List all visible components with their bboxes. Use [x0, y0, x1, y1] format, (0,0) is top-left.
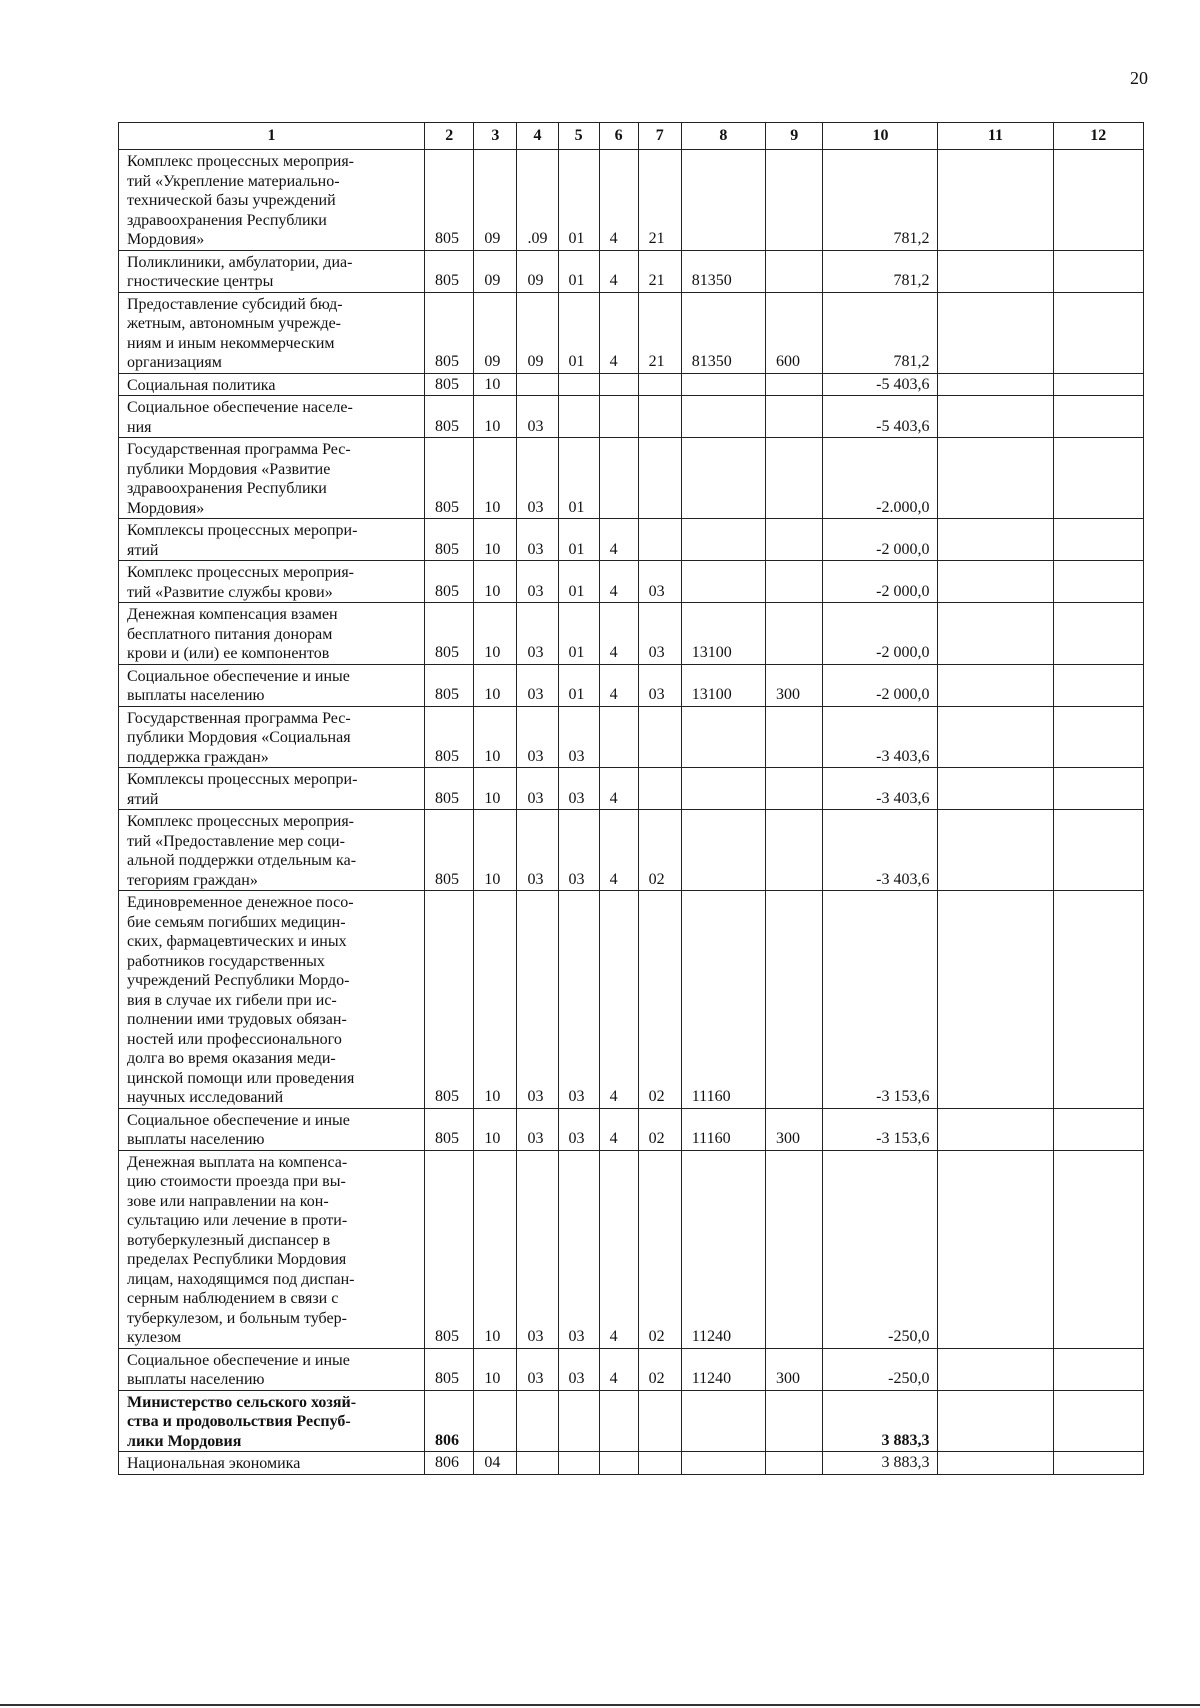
expense-type-cell	[765, 373, 823, 396]
amount-cell: 3 883,3	[823, 1452, 938, 1475]
section-cell: 04	[474, 1452, 517, 1475]
subprogram-cell: 4	[599, 1150, 638, 1348]
table-row	[119, 438, 1144, 519]
subprogram-cell	[599, 373, 638, 396]
subsection-cell: 03	[517, 768, 558, 810]
ministry-code-cell: 805	[425, 706, 474, 768]
subsection-cell: 03	[517, 891, 558, 1109]
expense-type-cell	[765, 810, 823, 891]
column-header-6: 6	[599, 123, 638, 150]
col-11-cell	[938, 810, 1053, 891]
row-name-cell: Комплекс процессных мероприя- тий «Развитие службы крови»	[119, 561, 425, 603]
subsection-cell: 03	[517, 603, 558, 665]
section-cell: 09	[474, 292, 517, 373]
direction-cell	[681, 1452, 765, 1475]
col-12-cell	[1053, 373, 1144, 396]
direction-cell	[681, 768, 765, 810]
row-name-cell: Денежная выплата на компенса- цию стоимости проезда при вы- зове или направлении на кон- сультацию или лечение в проти- вотуберкулезный диспансер в пределах Республики Мордовия лицам, находящимся под диспан- серным наблюдением в связи с туберкулезом, и больным тубер- кулезом	[119, 1150, 425, 1348]
col-12-cell	[1053, 561, 1144, 603]
program-cell	[558, 396, 599, 438]
amount-cell: -250,0	[823, 1348, 938, 1390]
direction-cell: 11160	[681, 891, 765, 1109]
complex-cell	[638, 373, 681, 396]
complex-cell	[638, 706, 681, 768]
complex-cell	[638, 396, 681, 438]
table-row	[119, 292, 1144, 373]
complex-cell: 03	[638, 664, 681, 706]
complex-cell	[638, 438, 681, 519]
section-cell: 10	[474, 438, 517, 519]
subsection-cell	[517, 1390, 558, 1452]
subprogram-cell	[599, 706, 638, 768]
row-name-cell: Социальное обеспечение и иные выплаты населению	[119, 664, 425, 706]
col-12-cell	[1053, 519, 1144, 561]
col-12-cell	[1053, 706, 1144, 768]
row-name-cell: Комплекс процессных мероприя- тий «Предоставление мер соци- альной поддержки отдельным ка- тегориям граждан»	[119, 810, 425, 891]
subsection-cell: 09	[517, 292, 558, 373]
program-cell: 03	[558, 768, 599, 810]
col-11-cell	[938, 664, 1053, 706]
table-row	[119, 603, 1144, 665]
ministry-code-cell: 805	[425, 810, 474, 891]
column-header-8: 8	[681, 123, 765, 150]
amount-cell: -2 000,0	[823, 519, 938, 561]
table-row	[119, 891, 1144, 1109]
ministry-code-cell: 805	[425, 561, 474, 603]
row-name-cell: Поликлиники, амбулатории, диа- гностические центры	[119, 250, 425, 292]
program-cell: 03	[558, 1150, 599, 1348]
ministry-code-cell: 805	[425, 373, 474, 396]
budget-table	[118, 122, 1144, 1475]
amount-cell: -2 000,0	[823, 664, 938, 706]
subprogram-cell: 4	[599, 250, 638, 292]
section-cell: 10	[474, 603, 517, 665]
subsection-cell: 03	[517, 706, 558, 768]
direction-cell	[681, 561, 765, 603]
scan-bottom-border	[0, 1704, 1200, 1706]
section-cell: 09	[474, 250, 517, 292]
program-cell: 01	[558, 438, 599, 519]
table-row	[119, 810, 1144, 891]
subprogram-cell: 4	[599, 664, 638, 706]
ministry-code-cell: 805	[425, 292, 474, 373]
col-11-cell	[938, 891, 1053, 1109]
complex-cell: 02	[638, 1150, 681, 1348]
amount-cell: 781,2	[823, 292, 938, 373]
col-11-cell	[938, 1108, 1053, 1150]
col-12-cell	[1053, 1452, 1144, 1475]
amount-cell: 781,2	[823, 250, 938, 292]
complex-cell: 02	[638, 1108, 681, 1150]
complex-cell: 21	[638, 292, 681, 373]
row-name-cell: Государственная программа Рес- публики Мордовия «Развитие здравоохранения Республики Мордовия»	[119, 438, 425, 519]
expense-type-cell: 300	[765, 1108, 823, 1150]
subprogram-cell: 4	[599, 1108, 638, 1150]
col-12-cell	[1053, 768, 1144, 810]
program-cell	[558, 1390, 599, 1452]
column-header-10: 10	[823, 123, 938, 150]
program-cell	[558, 373, 599, 396]
amount-cell: -3 403,6	[823, 706, 938, 768]
direction-cell: 81350	[681, 292, 765, 373]
section-cell	[474, 1390, 517, 1452]
expense-type-cell	[765, 519, 823, 561]
col-12-cell	[1053, 603, 1144, 665]
section-cell: 10	[474, 396, 517, 438]
amount-cell: -250,0	[823, 1150, 938, 1348]
column-header-11: 11	[938, 123, 1053, 150]
table-row	[119, 1348, 1144, 1390]
amount-cell: -3 153,6	[823, 1108, 938, 1150]
subsection-cell: 03	[517, 561, 558, 603]
section-cell: 10	[474, 1150, 517, 1348]
table-row	[119, 1108, 1144, 1150]
direction-cell	[681, 519, 765, 561]
amount-cell: -5 403,6	[823, 396, 938, 438]
subprogram-cell: 4	[599, 519, 638, 561]
amount-cell: 3 883,3	[823, 1390, 938, 1452]
section-cell: 10	[474, 1348, 517, 1390]
expense-type-cell: 600	[765, 292, 823, 373]
ministry-code-cell: 805	[425, 664, 474, 706]
col-11-cell	[938, 150, 1053, 251]
subsection-cell: 03	[517, 438, 558, 519]
direction-cell: 11240	[681, 1348, 765, 1390]
ministry-code-cell: 806	[425, 1452, 474, 1475]
col-12-cell	[1053, 1108, 1144, 1150]
column-header-7: 7	[638, 123, 681, 150]
section-cell: 10	[474, 561, 517, 603]
direction-cell	[681, 396, 765, 438]
column-header-4: 4	[517, 123, 558, 150]
ministry-code-cell: 806	[425, 1390, 474, 1452]
expense-type-cell	[765, 1390, 823, 1452]
amount-cell: -2.000,0	[823, 438, 938, 519]
row-name-cell: Социальная политика	[119, 373, 425, 396]
direction-cell	[681, 706, 765, 768]
expense-type-cell: 300	[765, 1348, 823, 1390]
program-cell: 01	[558, 292, 599, 373]
header-row	[119, 123, 1144, 150]
complex-cell: 02	[638, 1348, 681, 1390]
column-header-1: 1	[119, 123, 425, 150]
program-cell: 03	[558, 810, 599, 891]
ministry-code-cell: 805	[425, 438, 474, 519]
direction-cell	[681, 810, 765, 891]
subsection-cell: 03	[517, 810, 558, 891]
table-body	[119, 150, 1144, 1475]
table-row	[119, 664, 1144, 706]
program-cell: 03	[558, 891, 599, 1109]
ministry-code-cell: 805	[425, 519, 474, 561]
section-cell: 10	[474, 768, 517, 810]
subsection-cell: .09	[517, 150, 558, 251]
column-header-5: 5	[558, 123, 599, 150]
column-header-2: 2	[425, 123, 474, 150]
column-header-3: 3	[474, 123, 517, 150]
subsection-cell: 03	[517, 1150, 558, 1348]
expense-type-cell	[765, 438, 823, 519]
col-11-cell	[938, 250, 1053, 292]
section-cell: 10	[474, 519, 517, 561]
table-row	[119, 373, 1144, 396]
expense-type-cell	[765, 768, 823, 810]
row-name-cell: Единовременное денежное посо- бие семьям погибших медицин- ских, фармацевтических и иных работников государственных учреждений Республики Мордо- вия в случае их гибели при ис- полнении ими трудовых обязан- ностей или профессионального долга во время оказания меди- цинской помощи или проведения научных исследований	[119, 891, 425, 1109]
subprogram-cell: 4	[599, 561, 638, 603]
row-name-cell: Комплексы процессных меропри- ятий	[119, 519, 425, 561]
col-11-cell	[938, 706, 1053, 768]
col-11-cell	[938, 1348, 1053, 1390]
col-12-cell	[1053, 292, 1144, 373]
col-11-cell	[938, 292, 1053, 373]
table-row	[119, 250, 1144, 292]
row-name-cell: Комплекс процессных мероприя- тий «Укрепление материально- технической базы учреждений здравоохранения Республики Мордовия»	[119, 150, 425, 251]
program-cell	[558, 1452, 599, 1475]
program-cell: 01	[558, 519, 599, 561]
direction-cell	[681, 150, 765, 251]
amount-cell: -3 403,6	[823, 768, 938, 810]
direction-cell: 11160	[681, 1108, 765, 1150]
ministry-code-cell: 805	[425, 1150, 474, 1348]
subprogram-cell: 4	[599, 768, 638, 810]
col-12-cell	[1053, 150, 1144, 251]
direction-cell	[681, 1390, 765, 1452]
complex-cell: 21	[638, 150, 681, 251]
row-name-cell: Государственная программа Рес- публики Мордовия «Социальная поддержка граждан»	[119, 706, 425, 768]
program-cell: 01	[558, 150, 599, 251]
col-11-cell	[938, 438, 1053, 519]
program-cell: 03	[558, 1348, 599, 1390]
section-cell: 10	[474, 810, 517, 891]
subsection-cell: 03	[517, 519, 558, 561]
program-cell: 01	[558, 664, 599, 706]
expense-type-cell	[765, 396, 823, 438]
expense-type-cell	[765, 603, 823, 665]
table-row	[119, 519, 1144, 561]
col-12-cell	[1053, 250, 1144, 292]
subprogram-cell	[599, 396, 638, 438]
table-row	[119, 561, 1144, 603]
subsection-cell	[517, 1452, 558, 1475]
complex-cell	[638, 1452, 681, 1475]
row-name-cell: Социальное обеспечение и иные выплаты населению	[119, 1108, 425, 1150]
col-11-cell	[938, 519, 1053, 561]
amount-cell: -3 403,6	[823, 810, 938, 891]
complex-cell	[638, 1390, 681, 1452]
expense-type-cell	[765, 1150, 823, 1348]
col-12-cell	[1053, 664, 1144, 706]
subprogram-cell: 4	[599, 292, 638, 373]
ministry-code-cell: 805	[425, 891, 474, 1109]
col-12-cell	[1053, 438, 1144, 519]
program-cell: 03	[558, 1108, 599, 1150]
complex-cell	[638, 519, 681, 561]
col-12-cell	[1053, 396, 1144, 438]
amount-cell: -5 403,6	[823, 373, 938, 396]
program-cell: 01	[558, 250, 599, 292]
column-header-12: 12	[1053, 123, 1144, 150]
col-11-cell	[938, 373, 1053, 396]
subprogram-cell: 4	[599, 603, 638, 665]
ministry-code-cell: 805	[425, 1108, 474, 1150]
col-12-cell	[1053, 1390, 1144, 1452]
subprogram-cell: 4	[599, 1348, 638, 1390]
subsection-cell	[517, 373, 558, 396]
complex-cell: 03	[638, 561, 681, 603]
program-cell: 03	[558, 706, 599, 768]
complex-cell	[638, 768, 681, 810]
expense-type-cell	[765, 150, 823, 251]
ministry-code-cell: 805	[425, 250, 474, 292]
section-cell: 10	[474, 891, 517, 1109]
table-row	[119, 706, 1144, 768]
row-name-cell: Национальная экономика	[119, 1452, 425, 1475]
section-cell: 09	[474, 150, 517, 251]
col-11-cell	[938, 561, 1053, 603]
section-cell: 10	[474, 706, 517, 768]
subsection-cell: 03	[517, 1348, 558, 1390]
complex-cell: 02	[638, 810, 681, 891]
direction-cell: 13100	[681, 603, 765, 665]
row-name-cell: Социальное обеспечение и иные выплаты населению	[119, 1348, 425, 1390]
table-row	[119, 150, 1144, 251]
col-11-cell	[938, 1390, 1053, 1452]
col-12-cell	[1053, 1348, 1144, 1390]
table-row	[119, 396, 1144, 438]
row-name-cell: Социальное обеспечение населе- ния	[119, 396, 425, 438]
col-11-cell	[938, 768, 1053, 810]
col-12-cell	[1053, 1150, 1144, 1348]
page-number: 20	[1130, 68, 1148, 88]
subprogram-cell: 4	[599, 891, 638, 1109]
col-11-cell	[938, 1452, 1053, 1475]
table-row	[119, 1390, 1144, 1452]
direction-cell: 13100	[681, 664, 765, 706]
subprogram-cell	[599, 1390, 638, 1452]
table-row	[119, 1452, 1144, 1475]
subsection-cell: 03	[517, 664, 558, 706]
ministry-code-cell: 805	[425, 1348, 474, 1390]
expense-type-cell	[765, 891, 823, 1109]
program-cell: 01	[558, 603, 599, 665]
amount-cell: 781,2	[823, 150, 938, 251]
section-cell: 10	[474, 664, 517, 706]
ministry-code-cell: 805	[425, 603, 474, 665]
complex-cell: 02	[638, 891, 681, 1109]
expense-type-cell	[765, 1452, 823, 1475]
expense-type-cell	[765, 250, 823, 292]
row-name-cell: Министерство сельского хозяй- ства и продовольствия Респуб- лики Мордовия	[119, 1390, 425, 1452]
subsection-cell: 03	[517, 1108, 558, 1150]
direction-cell	[681, 438, 765, 519]
subprogram-cell	[599, 438, 638, 519]
col-12-cell	[1053, 810, 1144, 891]
amount-cell: -3 153,6	[823, 891, 938, 1109]
program-cell: 01	[558, 561, 599, 603]
table-row	[119, 1150, 1144, 1348]
col-11-cell	[938, 396, 1053, 438]
complex-cell: 21	[638, 250, 681, 292]
direction-cell: 11240	[681, 1150, 765, 1348]
table-row	[119, 768, 1144, 810]
expense-type-cell: 300	[765, 664, 823, 706]
column-header-9: 9	[765, 123, 823, 150]
row-name-cell: Денежная компенсация взамен бесплатного питания донорам крови и (или) ее компонентов	[119, 603, 425, 665]
section-cell: 10	[474, 373, 517, 396]
ministry-code-cell: 805	[425, 396, 474, 438]
section-cell: 10	[474, 1108, 517, 1150]
expense-type-cell	[765, 561, 823, 603]
amount-cell: -2 000,0	[823, 561, 938, 603]
subprogram-cell: 4	[599, 150, 638, 251]
complex-cell: 03	[638, 603, 681, 665]
ministry-code-cell: 805	[425, 768, 474, 810]
direction-cell	[681, 373, 765, 396]
amount-cell: -2 000,0	[823, 603, 938, 665]
subprogram-cell: 4	[599, 810, 638, 891]
subsection-cell: 03	[517, 396, 558, 438]
col-12-cell	[1053, 891, 1144, 1109]
ministry-code-cell: 805	[425, 150, 474, 251]
expense-type-cell	[765, 706, 823, 768]
row-name-cell: Комплексы процессных меропри- ятий	[119, 768, 425, 810]
direction-cell: 81350	[681, 250, 765, 292]
subprogram-cell	[599, 1452, 638, 1475]
col-11-cell	[938, 603, 1053, 665]
col-11-cell	[938, 1150, 1053, 1348]
row-name-cell: Предоставление субсидий бюд- жетным, автономным учрежде- ниям и иным некоммерческим организациям	[119, 292, 425, 373]
subsection-cell: 09	[517, 250, 558, 292]
